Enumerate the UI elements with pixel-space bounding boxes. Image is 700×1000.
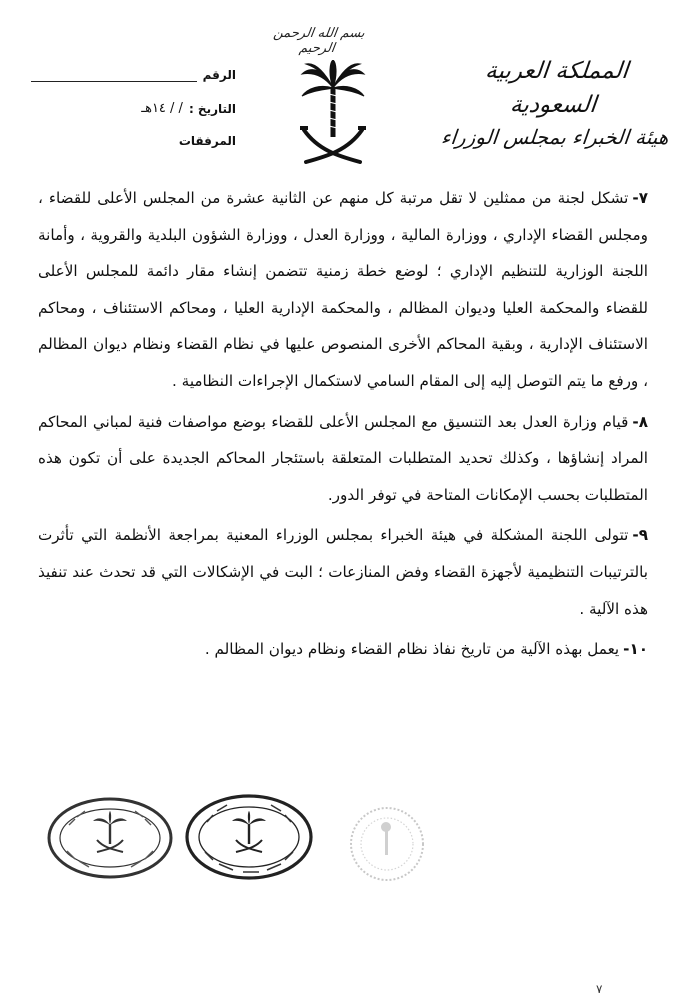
date-field xyxy=(31,98,236,116)
saudi-emblem-icon xyxy=(298,60,368,168)
clause-number: ٩- xyxy=(632,526,648,545)
faint-embossed-seal-icon xyxy=(345,803,430,885)
basmala: بسم الله الرحمن الرحيم xyxy=(272,26,366,56)
clause-text: قيام وزارة العدل بعد التنسيق مع المجلس الأعلى للقضاء بوضع مواصفات فنية لمباني المحاكم المراد إنشاؤها ، وكذلك تحديد المتطلبات المتعلقة باستئجار المحاكم الجديدة على أن تكون هذه المتطلبات بحسب الإمكانات المتاحة في توفر الدور. xyxy=(38,412,648,504)
page-number: ٧ xyxy=(596,982,603,996)
reference-line xyxy=(31,70,197,82)
organization-header xyxy=(440,54,670,152)
date-label: التاريخ : xyxy=(188,102,236,116)
clause-number: ١٠- xyxy=(623,640,648,659)
clause-number: ٧- xyxy=(632,189,648,207)
date-value: / / ١٤هـ xyxy=(141,101,183,116)
clause-text: تشكل لجنة من ممثلين لا تقل مرتبة كل منهم عن الثانية عشرة من المجلس الأعلى للقضاء ، ومجلس القضاء الإداري ، ووزارة المالية ، ووزارة العدل ، ووزارة الشؤون البلدية والقروية ، وأمانة اللجنة الوزارية للتنظيم الإداري ؛ لوضع خطة زمنية تتضمن إنشاء مقار دائمة للمجلس الأعلى للقضاء والمحكمة العليا وديوان المظالم ، والمحكمة الإدارية العليا ، ومحاكم الاستئناف ، ومحاكم الاستئناف الإدارية ، وبقية المحاكم الأخرى المنصوص عليها في نظام القضاء ونظام ديوان المظالم ، ورفع ما يتم التوصل إليه إلى المقام السامي لاستكمال الإجراءات النظامية . xyxy=(38,189,648,390)
org-line-country: المملكة العربية السعودية xyxy=(484,58,630,118)
clause-10 xyxy=(38,631,648,668)
clause-9 xyxy=(38,517,648,627)
reference-number-field xyxy=(31,64,236,82)
reference-label: الرقم xyxy=(202,68,236,82)
clause-text: تتولى اللجنة المشكلة في هيئة الخبراء بمجلس الوزراء المعنية بمراجعة الأنظمة التي تأثرت بالترتيبات التنظيمية لأجهزة القضاء وفض المنازعات ؛ البت في الإشكالات التي قد تحدث عند تنفيذ هذه الآلية . xyxy=(38,526,648,618)
attachments-label: المرفقات xyxy=(178,134,236,148)
general-secretariat-stamp-icon xyxy=(45,795,175,881)
clause-number: ٨- xyxy=(632,412,648,431)
experts-commission-stamp-icon xyxy=(183,792,315,882)
clause-8 xyxy=(38,404,648,514)
attachments-field xyxy=(31,130,236,148)
org-line-authority: هيئة الخبراء بمجلس الوزراء xyxy=(440,125,670,149)
document-body xyxy=(38,180,648,672)
clause-text: يعمل بهذه الآلية من تاريخ نفاذ نظام القضاء ونظام ديوان المظالم . xyxy=(204,640,620,659)
clause-7 xyxy=(38,180,648,400)
